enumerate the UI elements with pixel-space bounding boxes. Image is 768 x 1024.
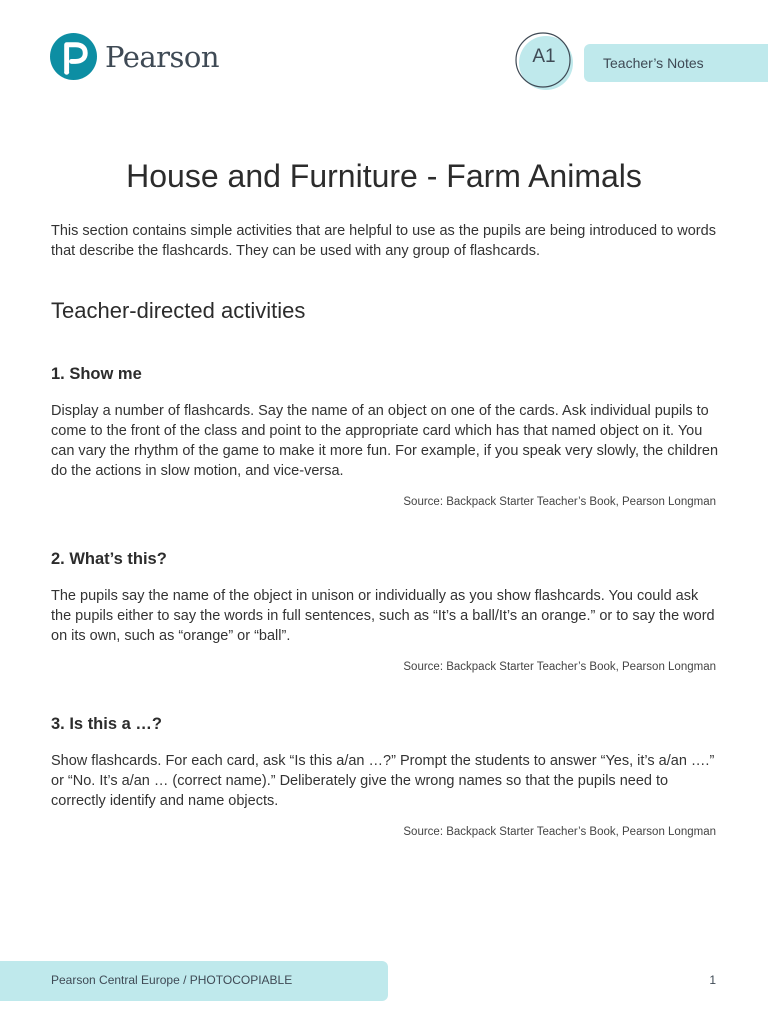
activity-body: Display a number of flashcards. Say the name of an object on one of the cards. Ask individual pupils to come to the front of the class and point to the appropriate card which has that named object on it. You can vary the rhythm of the game to make it more fun. For example, if you speak very slowly, the children do the actions in slow motion, and vice-versa.: [51, 403, 719, 479]
activity-source: Source: Backpack Starter Teacher’s Book, Pearson Longman: [403, 661, 716, 673]
activity-heading: 1. Show me: [51, 365, 142, 383]
page-title: House and Furniture - Farm Animals: [126, 158, 642, 194]
intro-paragraph: This section contains simple activities that are helpful to use as the pupils are being introduced to words that describe the flashcards. They can be used with any group of flashcards.: [51, 223, 716, 259]
page-number: 1: [709, 973, 716, 987]
activity-heading: 3. Is this a …?: [51, 715, 162, 733]
pearson-logo-icon: [50, 33, 97, 80]
section-heading: Teacher-directed activities: [51, 298, 306, 323]
activity-body: Show flashcards. For each card, ask “Is this a/an …?” Prompt the students to answer “Yes, it’s a/an ….” or “No. It’s a/an … (correct name).” Deliberately give the wrong names so that the pupils need to correctly identify and name objects.: [51, 753, 715, 809]
brand-name: Pearson: [105, 39, 220, 74]
level-badge: [513, 30, 575, 92]
level-label: A1: [532, 46, 556, 67]
activity-body: The pupils say the name of the object in unison or individually as you show flashcards. You could ask the pupils either to say the words in full sentences, such as “It’s a ball/It’s an orange.” or to say the word on its own, such as “orange” or “ball”.: [51, 588, 715, 644]
activity-heading: 2. What’s this?: [51, 550, 167, 568]
activity-source: Source: Backpack Starter Teacher’s Book, Pearson Longman: [403, 496, 716, 508]
footer-text: Pearson Central Europe / PHOTOCOPIABLE: [51, 973, 293, 987]
pearson-logo: [50, 33, 219, 80]
teachers-notes-tab: Teacher’s Notes: [584, 44, 768, 82]
activity-source: Source: Backpack Starter Teacher’s Book, Pearson Longman: [403, 826, 716, 838]
